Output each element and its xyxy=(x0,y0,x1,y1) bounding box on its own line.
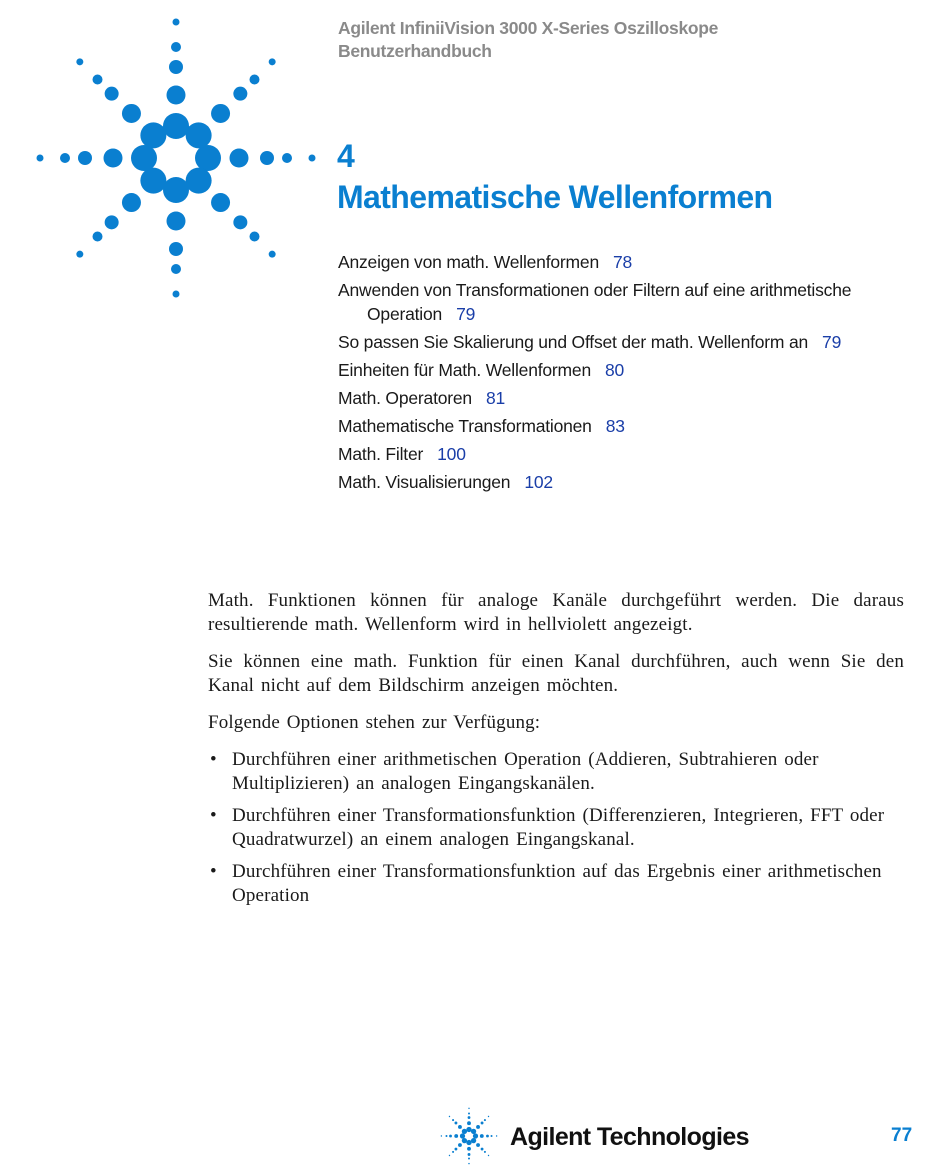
spark-dot xyxy=(171,42,181,52)
spark-dot xyxy=(140,168,166,194)
spark-dot xyxy=(163,177,189,203)
toc-entry-page[interactable]: 79 xyxy=(822,332,842,352)
spark-dot xyxy=(480,1134,484,1138)
spark-dot xyxy=(93,231,103,241)
book-subtitle: Benutzerhandbuch xyxy=(338,41,492,61)
book-header xyxy=(338,17,928,63)
list-item: • Durchführen einer Transformationsfunktion auf das Ergebnis einer arithmetischen Operation xyxy=(208,860,904,908)
toc-entry-label: Math. Filter xyxy=(338,444,424,464)
spark-dot xyxy=(195,145,221,171)
spark-dot xyxy=(76,58,83,65)
toc-entry-page[interactable]: 79 xyxy=(456,304,476,324)
spark-dot xyxy=(260,151,274,165)
toc-entry[interactable] xyxy=(338,356,928,384)
spark-dot xyxy=(105,215,119,229)
spark-dot xyxy=(467,1121,471,1125)
table-of-contents xyxy=(338,248,928,496)
toc-entry-page[interactable]: 100 xyxy=(437,444,466,464)
spark-dot xyxy=(105,87,119,101)
toc-entry-label: Mathematische Transformationen xyxy=(338,416,592,436)
spark-dot xyxy=(211,104,230,123)
spark-dot xyxy=(455,1148,458,1151)
spark-dot xyxy=(249,75,259,85)
intro-paragraph: Sie können eine math. Funktion für einen Kanal durchführen, auch wenn Sie den Kanal nicht auf dem Bildschirm anzeigen möchten. xyxy=(208,651,904,696)
spark-dot xyxy=(458,1143,462,1147)
spark-dot xyxy=(449,1135,452,1138)
spark-dot xyxy=(460,1133,465,1138)
spark-dot xyxy=(167,212,186,231)
list-item: • Durchführen einer Transformationsfunktion (Differenzieren, Integrieren, FFT oder Quadratwurzel) an einem analogen Eingangskanal. xyxy=(208,804,904,852)
spark-dot xyxy=(140,122,166,148)
intro-paragraph: Folgende Optionen stehen zur Verfügung: xyxy=(208,712,541,733)
toc-entry[interactable] xyxy=(338,468,928,496)
toc-entry-label: Anwenden von Transformationen oder Filtern auf eine arithmetische xyxy=(338,280,852,300)
spark-dot xyxy=(496,1135,497,1136)
spark-dot xyxy=(458,1125,462,1129)
spark-dot xyxy=(455,1122,458,1125)
spark-dot xyxy=(476,1125,480,1129)
spark-dot xyxy=(169,60,183,74)
list-item: • Durchführen einer arithmetischen Operation (Addieren, Subtrahieren oder Multiplizieren) an analogen Eingangskanälen. xyxy=(208,748,904,796)
toc-entry[interactable] xyxy=(338,412,928,440)
spark-dot xyxy=(445,1135,447,1137)
spark-dot xyxy=(481,1148,484,1151)
spark-dot xyxy=(104,149,123,168)
spark-dot xyxy=(122,104,141,123)
toc-entry-label: So passen Sie Skalierung und Offset der math. Wellenform an xyxy=(338,332,809,352)
toc-entry-page[interactable]: 83 xyxy=(605,416,625,436)
toc-entry[interactable] xyxy=(338,328,928,356)
toc-entry-page[interactable]: 80 xyxy=(605,360,625,380)
toc-entry[interactable] xyxy=(338,276,928,328)
toc-entry-label: Math. Operatoren xyxy=(338,388,472,408)
spark-dot xyxy=(269,58,276,65)
spark-dot xyxy=(491,1135,493,1137)
spark-dot xyxy=(488,1155,489,1156)
toc-entry-label-continued: Operation xyxy=(367,304,443,324)
spark-dot xyxy=(468,1153,471,1156)
spark-dot xyxy=(163,113,189,139)
spark-dot xyxy=(233,87,247,101)
toc-entry[interactable] xyxy=(338,440,928,468)
spark-dot xyxy=(468,1116,471,1119)
spark-dot xyxy=(449,1155,450,1156)
spark-dot xyxy=(173,19,180,26)
spark-dot xyxy=(131,145,157,171)
toc-entry-page[interactable]: 81 xyxy=(485,388,506,408)
book-title: Agilent InfiniiVision 3000 X-Series Oszilloskope xyxy=(338,18,719,38)
spark-dot xyxy=(452,1151,454,1153)
agilent-spark-logo-icon xyxy=(28,10,324,306)
toc-entry[interactable] xyxy=(338,248,928,276)
spark-dot xyxy=(93,75,103,85)
spark-dot xyxy=(37,155,44,162)
spark-dot xyxy=(76,251,83,258)
toc-entry-label: Einheiten für Math. Wellenformen xyxy=(338,360,591,380)
spark-dot xyxy=(473,1133,478,1138)
spark-dot xyxy=(269,251,276,258)
spark-dot xyxy=(452,1119,454,1121)
spark-dot xyxy=(186,122,212,148)
spark-dot xyxy=(230,149,249,168)
spark-dot xyxy=(309,155,316,162)
spark-dot xyxy=(486,1135,489,1138)
page-number: 77 xyxy=(891,1125,913,1146)
spark-dot xyxy=(462,1129,467,1134)
chapter-number: 4 xyxy=(337,138,355,174)
spark-dot xyxy=(468,1158,470,1160)
intro-paragraph: Math. Funktionen können für analoge Kanäle durchgeführt werden. Die daraus resultierende math. Wellenform wird in hellviolett angezeigt. xyxy=(208,590,904,635)
chapter-intro xyxy=(208,589,904,916)
toc-entry[interactable] xyxy=(338,384,928,412)
spark-dot xyxy=(471,1138,476,1143)
spark-dot xyxy=(282,153,292,163)
toc-entry-page[interactable]: 102 xyxy=(524,472,553,492)
toc-entry-label: Math. Visualisierungen xyxy=(338,472,511,492)
spark-dot xyxy=(78,151,92,165)
spark-dot xyxy=(60,153,70,163)
toc-entry-label: Anzeigen von math. Wellenformen xyxy=(338,252,599,272)
spark-dot xyxy=(173,291,180,298)
spark-dot xyxy=(171,264,181,274)
spark-dot xyxy=(186,168,212,194)
agilent-footer-logo-icon xyxy=(440,1107,498,1165)
spark-dot xyxy=(167,86,186,105)
spark-dot xyxy=(233,215,247,229)
spark-dot xyxy=(454,1134,458,1138)
spark-dot xyxy=(488,1116,489,1117)
spark-dot xyxy=(211,193,230,212)
spark-dot xyxy=(122,193,141,212)
options-list xyxy=(208,748,904,908)
spark-dot xyxy=(481,1122,484,1125)
spark-dot xyxy=(467,1147,471,1151)
spark-dot xyxy=(462,1138,467,1143)
spark-dot xyxy=(468,1112,470,1114)
spark-dot xyxy=(466,1140,471,1145)
spark-dot xyxy=(466,1127,471,1132)
footer-brand: Agilent Technologies xyxy=(510,1123,749,1151)
spark-dot xyxy=(249,231,259,241)
chapter-title: Mathematische Wellenformen xyxy=(337,179,773,215)
spark-dot xyxy=(484,1151,486,1153)
spark-dot xyxy=(484,1119,486,1121)
spark-dot xyxy=(449,1116,450,1117)
spark-dot xyxy=(476,1143,480,1147)
spark-dot xyxy=(468,1163,469,1164)
spark-dot xyxy=(468,1108,469,1109)
spark-dot xyxy=(471,1129,476,1134)
toc-entry-page[interactable]: 78 xyxy=(612,252,633,272)
spark-dot xyxy=(441,1135,442,1136)
spark-dot xyxy=(169,242,183,256)
